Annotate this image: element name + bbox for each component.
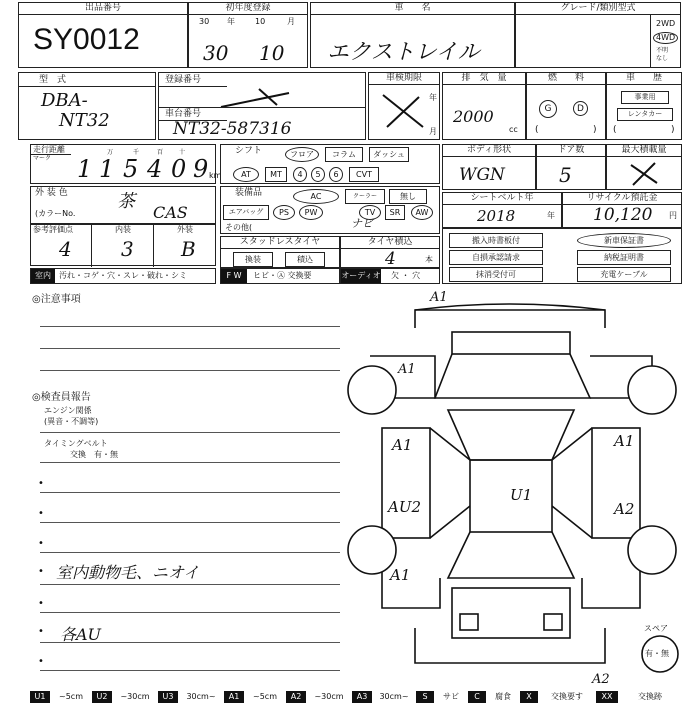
shift-5: 5: [311, 167, 325, 182]
mileage-cell: [30, 144, 222, 184]
legend-code: A3: [352, 691, 372, 703]
color-cell: [30, 186, 216, 224]
equip-cooler: クーラー: [345, 189, 385, 204]
interior-row-label: 室内: [31, 269, 55, 283]
paper-charge-cable: 充電ケーブル: [577, 267, 671, 282]
history-cell: [606, 72, 682, 140]
ratings-exterior-label: 外装: [177, 225, 193, 234]
fw-text: ヒビ・Ⓐ 交換要: [253, 271, 312, 280]
first-reg-month-unit: 月: [287, 17, 295, 26]
doors-value: 5: [559, 163, 572, 187]
history-label: 車 歴: [607, 73, 681, 85]
studless-loaded: 積込: [285, 252, 325, 267]
interior-row: [30, 268, 216, 284]
inspector-title: ◎検査員報告: [32, 392, 91, 403]
chassis-no-label: 車台番号: [165, 109, 202, 119]
equipment-cell: [220, 186, 440, 234]
paper-delivery: 搬入時書板付: [449, 233, 543, 248]
damage-mark: U1: [510, 486, 533, 504]
color-value: 茶: [117, 191, 135, 212]
mileage-digit: 1: [77, 155, 93, 183]
inspector-timing: タイミングベルト: [44, 439, 108, 448]
equip-nav-note: ナビ: [351, 217, 373, 230]
mileage-digit: 1: [99, 155, 115, 183]
legend-desc: 腐食: [495, 692, 511, 701]
drive-unknown: 不明 なし: [656, 47, 669, 62]
mileage-unit-hyaku: 百: [157, 149, 164, 156]
inspection-month-unit: 月: [429, 127, 437, 136]
legend-code: XX: [596, 691, 618, 703]
legend-code: S: [416, 691, 434, 703]
equip-none: 無し: [389, 189, 427, 204]
displacement-unit: cc: [509, 125, 518, 134]
equip-ps-circled: PS: [273, 205, 295, 220]
legend-code: X: [520, 691, 538, 703]
seatbelt-label: シートベルト年: [443, 193, 561, 205]
mileage-digit: 0: [171, 155, 187, 183]
rating-exterior: B: [181, 237, 196, 261]
legend-code: A2: [286, 691, 306, 703]
equip-aw-circled: AW: [411, 205, 433, 220]
legend-desc: 交換跡: [638, 692, 662, 701]
audio-label: オーディオ: [341, 269, 381, 283]
displacement-value: 2000: [453, 107, 494, 126]
shift-at-circled: AT: [233, 167, 259, 182]
damage-mark: A1: [398, 362, 416, 377]
fuel-paren-close: ): [593, 125, 597, 135]
drive-2wd: 2WD: [656, 19, 676, 28]
inspection-strike: [379, 91, 429, 131]
mileage-unit-juu: 十: [179, 149, 186, 156]
recycle-unit: 円: [669, 211, 677, 220]
legend-desc: ~5cm: [253, 692, 277, 701]
equip-ac-circled: AC: [293, 189, 339, 204]
first-registration-cell: [188, 2, 308, 68]
body-type-cell: [442, 144, 536, 190]
notes-title: ◎注意事項: [32, 294, 81, 305]
car-name-cell: [310, 2, 515, 68]
tire-load-cell: [340, 236, 440, 268]
model-cell: [18, 72, 156, 140]
doors-label: ドア数: [537, 145, 605, 157]
inspector-exchange: 交換 有・無: [70, 450, 118, 459]
ratings-label: 参考評価点: [33, 225, 73, 234]
fuel-paren-open: (: [535, 125, 539, 135]
legend-desc: ~5cm: [59, 692, 83, 701]
damage-mark: A2: [592, 672, 610, 687]
first-reg-month-hw: 10: [259, 41, 285, 65]
capacity-strike: [627, 161, 663, 187]
color-no-value: CAS: [153, 203, 188, 222]
legend-code: U2: [92, 691, 112, 703]
tire-load-value: 4: [385, 249, 396, 269]
color-no-label: (カラーNo.: [35, 209, 76, 218]
fuel-label: 燃 料: [527, 73, 605, 85]
equip-pw-circled: PW: [299, 205, 323, 220]
legend-desc: サビ: [443, 692, 459, 701]
model-value: DBA- NT32: [41, 90, 110, 131]
interior-row-text: 汚れ・コゲ・穴・スレ・破れ・シミ: [59, 271, 187, 280]
seatbelt-cell: [442, 192, 562, 228]
paper-warranty-circled: 新車保証書: [577, 233, 671, 248]
fuel-cell: [526, 72, 606, 140]
inspector-note-2: 各AU: [60, 625, 102, 644]
inspector-note-1: 室内動物毛、ニオイ: [56, 563, 200, 582]
mileage-unit-sen: 千: [133, 149, 140, 156]
studless-swap: 換装: [233, 252, 273, 267]
ratings-cell: [30, 224, 216, 266]
damage-mark: A2: [614, 500, 635, 518]
damage-mark: A1: [614, 432, 635, 450]
audio-row: [340, 268, 440, 284]
recycle-label: リサイクル預託金: [563, 193, 681, 205]
inspection-label: 車検期限: [369, 73, 439, 85]
legend-code: A1: [224, 691, 244, 703]
legend-desc: ~30cm: [120, 692, 150, 701]
reg-no-label: 登録番号: [165, 75, 202, 85]
recycle-cell: [562, 192, 682, 228]
capacity-cell: [606, 144, 682, 190]
body-type-label: ボディ形状: [443, 145, 535, 157]
first-reg-year-unit: 年: [227, 17, 235, 26]
shift-floor-circled: フロア: [285, 147, 319, 162]
equip-airbag: エアバッグ: [223, 205, 269, 220]
papers-cell: [442, 228, 682, 284]
first-reg-month-printed: 10: [255, 17, 266, 26]
paper-deregistration: 抹消受付可: [449, 267, 543, 282]
model-label: 型 式: [39, 75, 67, 85]
legend-desc: 30cm~: [379, 692, 409, 701]
chassis-no-value: NT32-587316: [173, 119, 292, 139]
damage-mark: A1: [392, 436, 413, 454]
history-rental: レンタカー: [617, 108, 673, 121]
mileage-digit: 4: [147, 155, 163, 183]
legend-desc: 30cm~: [186, 692, 216, 701]
legend-code: U3: [158, 691, 178, 703]
first-reg-year-printed: 30: [199, 17, 210, 26]
shift-label: シフト: [235, 146, 263, 156]
equip-other: その他(: [225, 223, 253, 232]
shift-cvt: CVT: [349, 167, 379, 182]
inspector-engine-sub: (異音・不調等): [44, 417, 99, 426]
history-paren-close: ): [671, 125, 675, 135]
audio-text: 欠 ・ 穴: [391, 271, 421, 280]
legend-desc: 交換要す: [551, 692, 583, 701]
shift-4: 4: [293, 167, 307, 182]
history-business: 事業用: [621, 91, 669, 104]
inspection-year-unit: 年: [429, 93, 437, 102]
drive-4wd-circled: 4WD: [653, 32, 678, 44]
inspection-cell: [368, 72, 440, 140]
fw-label: F W: [221, 269, 247, 283]
mileage-mark: マーク: [33, 155, 52, 162]
paper-tax-cert: 納税証明書: [577, 250, 671, 265]
displacement-label: 排 気 量: [443, 73, 525, 85]
tire-load-unit: 本: [425, 255, 433, 264]
tire-load-label: タイヤ積込: [341, 237, 439, 249]
recycle-value: 10,120: [593, 205, 653, 225]
body-type-value: WGN: [459, 165, 505, 185]
shift-cell: [220, 144, 440, 184]
inspector-engine: エンジン関係: [44, 406, 92, 415]
equipment-label: 装備品: [235, 188, 263, 198]
fuel-d: D: [573, 101, 588, 116]
legend-desc: ~30cm: [314, 692, 344, 701]
equip-sr: SR: [385, 205, 405, 220]
displacement-cell: [442, 72, 526, 140]
car-name-value: エクストレイル: [327, 40, 480, 65]
ratings-interior-label: 内装: [115, 225, 131, 234]
seatbelt-value: 2018: [477, 207, 516, 225]
shift-dash: ダッシュ: [369, 147, 409, 162]
mileage-digit: 9: [193, 155, 209, 183]
grade-label: グレード/類別型式: [516, 3, 680, 15]
studless-cell: [220, 236, 340, 268]
first-reg-year-hw: 30: [203, 41, 229, 65]
mileage-unit: km: [209, 171, 222, 180]
seatbelt-unit: 年: [547, 211, 555, 220]
damage-mark: AU2: [388, 498, 422, 516]
rating-interior: 3: [121, 237, 134, 261]
shift-mt: MT: [265, 167, 287, 182]
mileage-digit: 5: [123, 155, 139, 183]
lot-number-label: 出品番号: [19, 3, 187, 15]
fuel-g-circled: G: [539, 100, 557, 118]
legend-code: C: [468, 691, 486, 703]
lot-number-value: SY0012: [33, 23, 140, 56]
doors-cell: [536, 144, 606, 190]
color-label: 外 装 色: [35, 188, 68, 198]
damage-mark: A1: [390, 566, 411, 584]
history-paren-open: (: [613, 125, 617, 135]
mileage-label: 走行距離: [33, 145, 65, 154]
capacity-label: 最大積載量: [607, 145, 681, 157]
shift-6: 6: [329, 167, 343, 182]
fw-row: [220, 268, 340, 284]
lot-number-cell: [18, 2, 188, 68]
spare-value: 有・無: [645, 649, 669, 658]
registration-cell: [158, 72, 366, 140]
car-name-label: 車 名: [311, 3, 514, 15]
first-registration-label: 初年度登録: [189, 3, 307, 15]
paper-self-approval: 自損承認請求: [449, 250, 543, 265]
spare-label: スペア: [644, 624, 668, 633]
studless-label: スタッドレスタイヤ: [221, 237, 339, 249]
equip-tv: TV: [359, 205, 381, 220]
rating-overall: 4: [59, 237, 72, 261]
shift-column: コラム: [325, 147, 363, 162]
damage-mark: A1: [430, 290, 448, 305]
grade-cell: [515, 2, 681, 68]
legend-code: U1: [30, 691, 50, 703]
mileage-unit-man: 万: [107, 149, 114, 156]
